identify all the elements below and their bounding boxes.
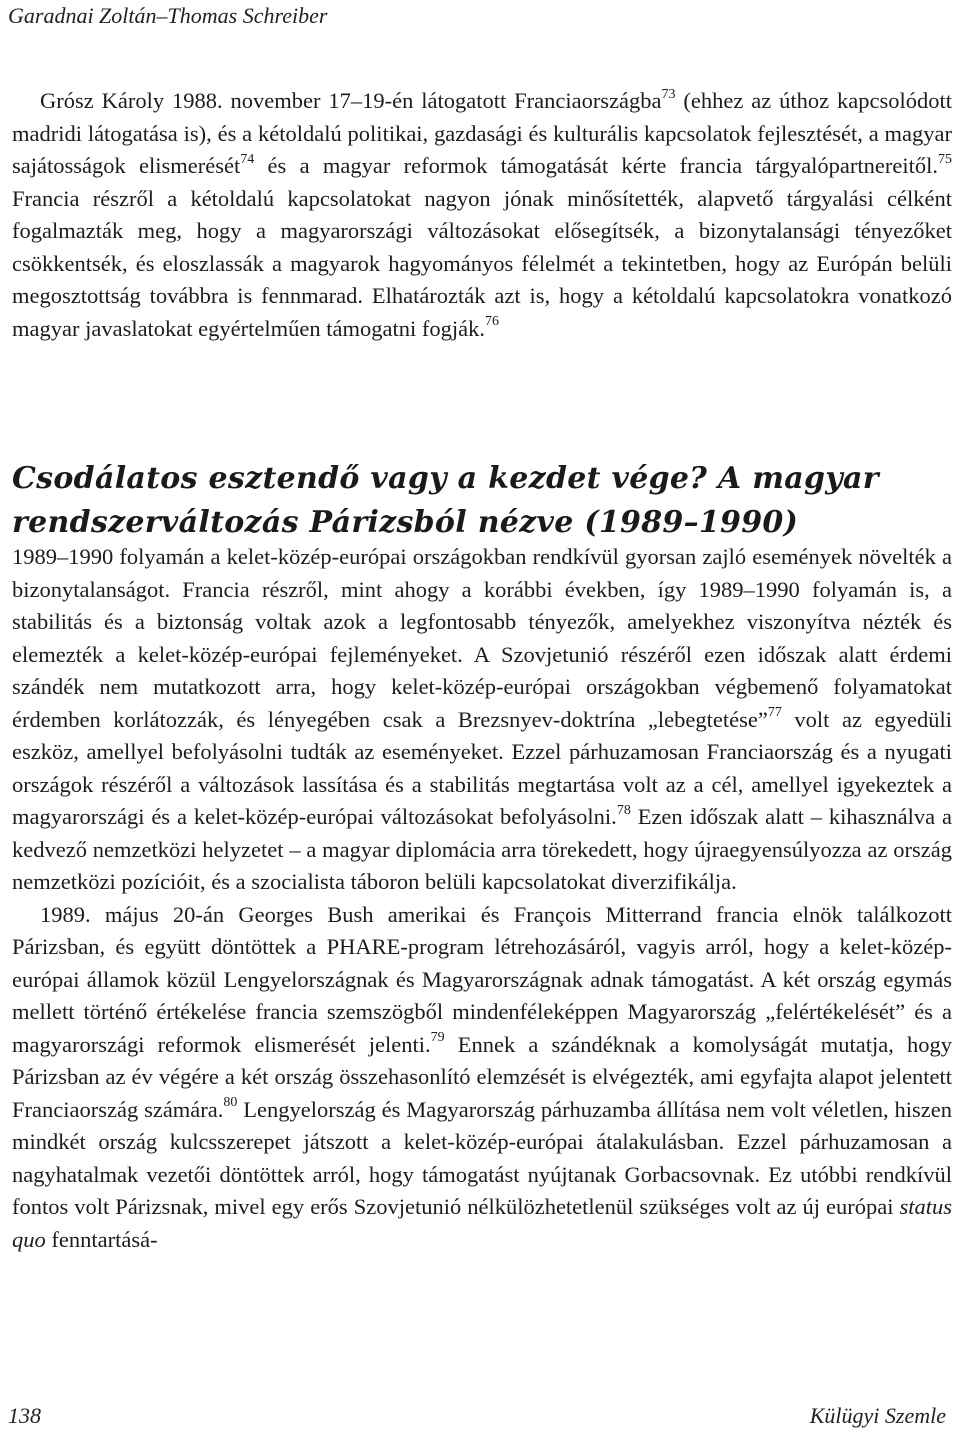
paragraph-text: Francia részről a kétoldalú kapcsolatokat nagyon jónak minősítették, alapvető tárgyalási célként fogalmazták meg, hogy a magyarországi változásokat elősegítsék, a bizonytalansági tényezőket csökkentsék, és eloszlassák a magyarok hagyományos félelmét a tekintetben, hogy az Európán belüli megosztottság továbbra is fennmarad. Elhatározták azt is, hogy a kétoldalú kapcsolatokra vonatkozó magyar javaslatokat egyértelműen támogatni fogják.	[12, 185, 952, 341]
paragraph-text: Lengyelország és Magyarország párhuzamba állítása nem volt véletlen, hiszen mindkét ország kulcsszerepet játszott a kelet-közép-európai átalakulásban. Ezzel párhuzamosan a nagyhatalmak vezetői döntöttek arról, hogy támogatást nyújtanak Gorbacsovnak. Ez utóbbi rendkívül fontos volt Párizsnak, mivel egy erős Szovjetunió nélkülözhetetlenül szükséges volt az új európai	[12, 1096, 952, 1219]
section-heading	[12, 457, 952, 545]
footnote-ref[interactable]: 75	[938, 151, 953, 167]
footnote-ref[interactable]: 74	[240, 151, 255, 167]
journal-name: Külügyi Szemle	[809, 1403, 946, 1428]
italic-term: status quo	[12, 1194, 952, 1252]
paragraph-text: 1989–1990 folyamán a kelet-közép-európai országokban rendkívül gyorsan zajló események növelték a bizonytalanságot. Francia részről, mint ahogy a korábbi években, így 1989–1990 folyamán is, a stabilitás és a biztonság voltak azok a legfontosabb tényezők, amelyekhez viszonyítva nézték és elemezték a kelet-közép-európai fejleményeket. A Szovjetunió részéről ezen időszak alatt érdemi szándék nem mutatkozott arra, hogy kelet-közép-európai országokban végbemenő folyamatokat érdemben korlátozzák, és lényegében csak a Brezsnyev-doktrína „lebegtetése”	[12, 544, 952, 732]
paragraph	[12, 899, 952, 1257]
section-heading-line: rendszerváltozás Párizsból nézve (1989–1990)	[12, 504, 799, 540]
paragraph-text: volt az egyedüli eszköz, amellyel befolyásolni tudták az eseményeket. Ezzel párhuzamosan Franciaország és a nyugati országok részéről a változások lassítása és a stabilitás megtartása volt az a cél, amellyel igyekeztek a magyarországi és a kelet-közép-európai változásokat befolyásolni.	[12, 706, 952, 829]
paragraph-text: (ehhez az úthoz kapcsolódott madridi látogatása is), és a kétoldalú politikai, gazdasági és kulturális kapcsolatok fejlesztését, a magyar sajátosságok elismerését	[12, 88, 952, 178]
paragraph	[12, 541, 952, 899]
paragraph	[12, 85, 952, 345]
footnote-ref[interactable]: 79	[430, 1030, 445, 1045]
footnote-ref[interactable]: 76	[484, 314, 499, 329]
section-heading-line: Csodálatos esztendő vagy a kezdet vége? A magyar	[12, 460, 879, 496]
footnote-ref[interactable]: 77	[767, 705, 782, 720]
footnote-ref[interactable]: 80	[223, 1095, 238, 1110]
section-intro-text	[12, 85, 952, 345]
page-number: 138	[8, 1403, 41, 1428]
section-main-text	[12, 541, 952, 1256]
paragraph-text: Ezen időszak alatt – kihasználva a kedvező nemzetközi helyzetet – a magyar diplomácia arra törekedett, hogy újraegyensúlyozza az ország nemzetközi pozícióit, és a szocialista táboron belüli kapcsolatokat diverzifikálja.	[12, 804, 952, 894]
paragraph-text: Grósz Károly 1988. november 17–19-én látogatott Franciaországba	[40, 88, 662, 113]
running-head: Garadnai Zoltán–Thomas Schreiber	[8, 3, 328, 28]
footnote-ref[interactable]: 78	[616, 802, 631, 818]
footnote-ref[interactable]: 73	[661, 86, 676, 102]
paragraph-text: és a magyar reformok támogatását kérte francia tárgyalópartnereitől.	[254, 153, 939, 178]
paragraph-text: 1989. május 20-án Georges Bush amerikai és François Mitterrand francia elnök találkozott Párizsban, és együtt döntöttek a PHARE-program létrehozásáról, vagyis arról, hogy a kelet-közép-európai államok közül Lengyelországnak és Magyarországnak adnak támogatást. A két ország egymás mellett történő értékelése francia szemszögből mindenféleképpen Magyarország „felértékelését” és a magyarországi reformok elismerését jelenti.	[12, 901, 952, 1057]
paragraph-text: fenntartásá-	[45, 1226, 158, 1252]
paragraph-text: Ennek a szándéknak a komolyságát mutatja, hogy Párizsban az év végére a két ország összehasonlító elemzését is elvégezték, ami egyfajta alapot jelentett Franciaország számára.	[12, 1031, 952, 1122]
